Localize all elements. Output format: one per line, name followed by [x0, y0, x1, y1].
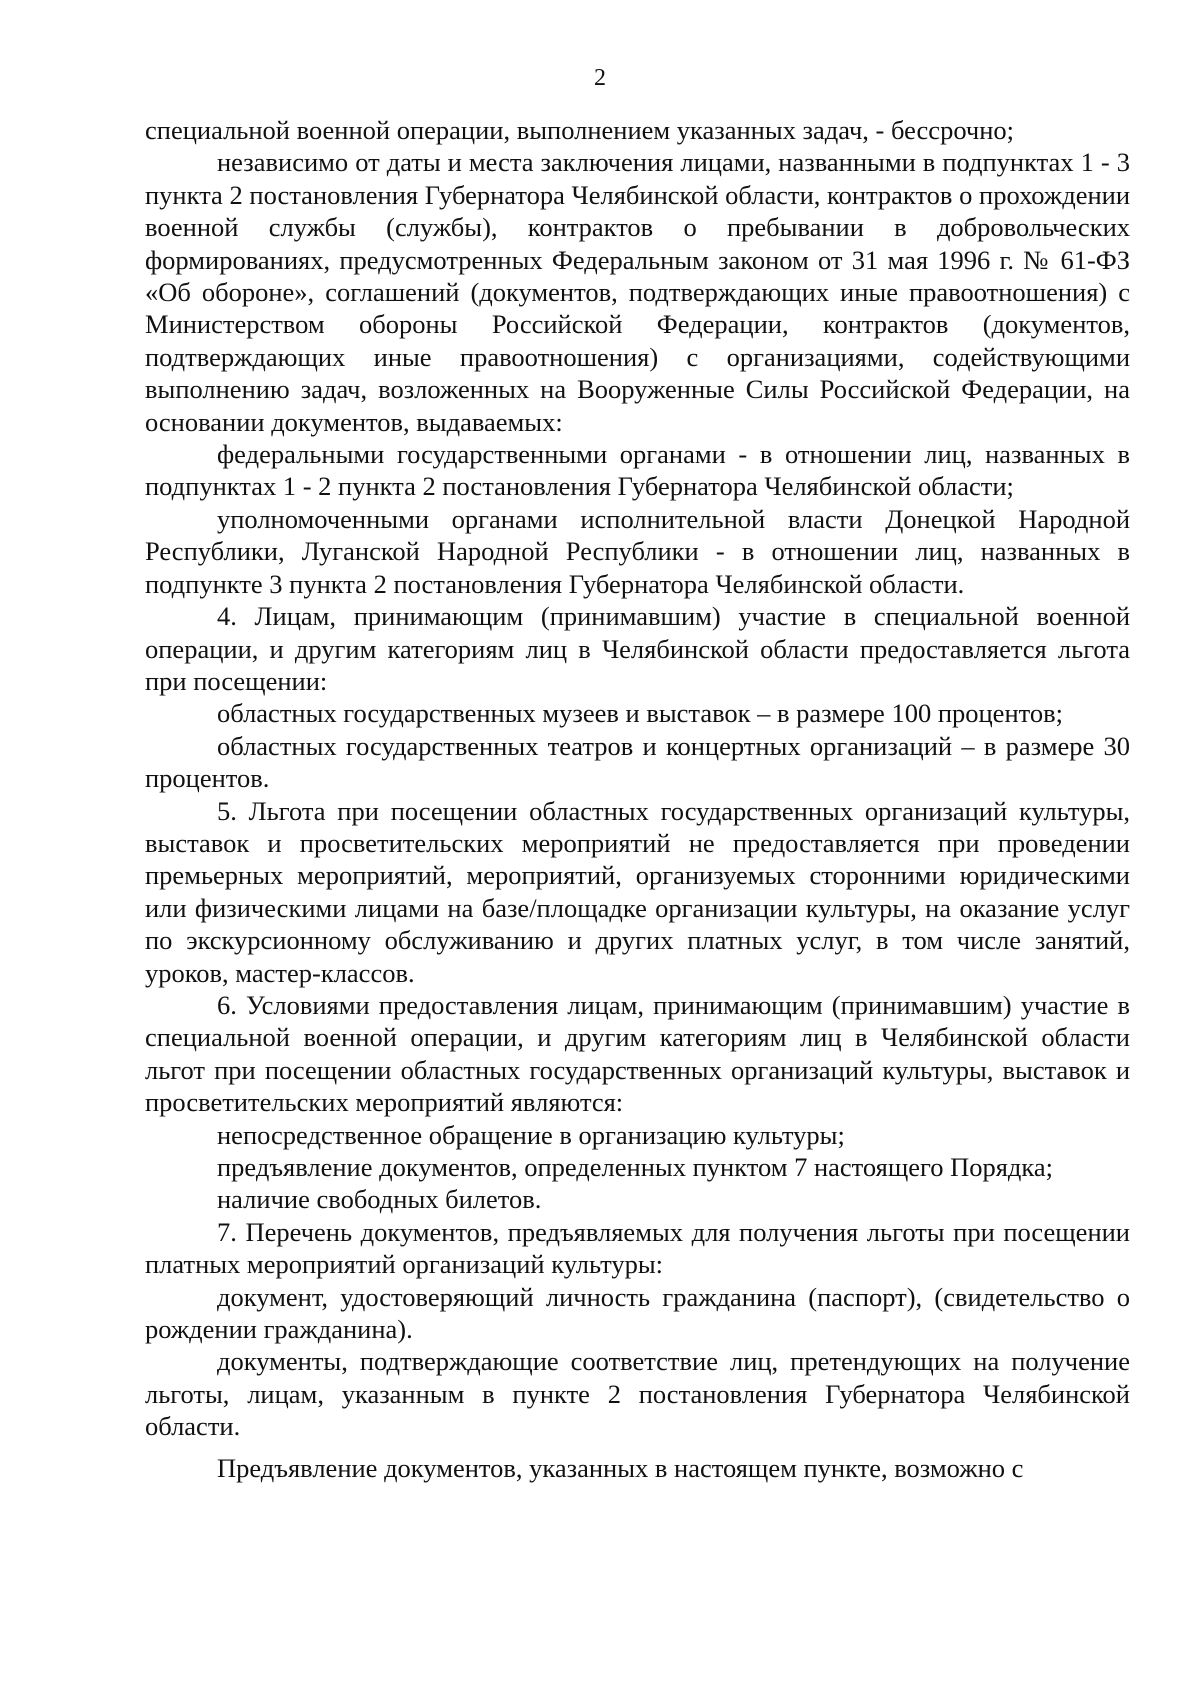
- paragraph-theatres-discount: областных государственных театров и концертных организаций – в размере 30 процентов.: [145, 730, 1130, 794]
- paragraph-federal-bodies: федеральными государственными органами - в отношении лиц, названных в подпунктах 1 - 2 пункта 2 постановления Губернатора Челябинской области;: [145, 439, 1130, 502]
- paragraph-item-4: 4. Лицам, принимающим (принимавшим) участие в специальной военной операции, и другим категориям лиц в Челябинской области предоставляется льгота при посещении:: [145, 601, 1130, 696]
- paragraph-museums-discount: областных государственных музеев и выставок – в размере 100 процентов;: [217, 698, 1063, 729]
- paragraph-condition-tickets: наличие свободных билетов.: [217, 1184, 542, 1215]
- paragraph-eligibility-documents: документы, подтверждающие соответствие лиц, претендующих на получение льготы, лицам, указанным в пункте 2 постановления Губернатора Челябинской области.: [145, 1346, 1130, 1442]
- paragraph-identity-document: документ, удостоверяющий личность гражданина (паспорт), (свидетельство о рождении гражданина).: [145, 1281, 1130, 1345]
- paragraph-presentation-documents: Предъявление документов, указанных в настоящем пункте, возможно с: [217, 1452, 1024, 1483]
- paragraph-contract-dates: независимо от даты и места заключения лицами, названными в подпунктах 1 - 3 пункта 2 постановления Губернатора Челябинской области, контрактов о прохождении военной службы (службы), контрактов о пребывании в добровольческих формированиях, предусмотренных Федеральным законом от 31 мая 1996 г. № 61-ФЗ «Об обороне», соглашений (документов, подтверждающих иные правоотношения) с Министерством обороны Российской Федерации, контрактов (документов, подтверждающих иные правоотношения) с организациями, содействующими выполнению задач, возложенных на Вооруженные Силы Российской Федерации, на основании документов, выдаваемых:: [145, 147, 1130, 437]
- paragraph-item-6: 6. Условиями предоставления лицам, принимающим (принимавшим) участие в специальной военной операции, и другим категориям лиц в Челябинской области льгот при посещении областных государственных организаций культуры, выставок и просветительских мероприятий являются:: [145, 989, 1130, 1118]
- paragraph-continuation: специальной военной операции, выполнением указанных задач, - бессрочно;: [145, 115, 1015, 145]
- page-number: 2: [594, 65, 606, 91]
- paragraph-condition-direct-appeal: непосредственное обращение в организацию культуры;: [217, 1119, 845, 1150]
- paragraph-item-7: 7. Перечень документов, предъявляемых для получения льготы при посещении платных мероприятий организаций культуры:: [145, 1216, 1130, 1280]
- paragraph-condition-documents: предъявление документов, определенных пунктом 7 настоящего Порядка;: [217, 1152, 1053, 1182]
- document-body: [145, 114, 1130, 1484]
- paragraph-authorized-bodies: уполномоченными органами исполнительной власти Донецкой Народной Республики, Луганской Народной Республики - в отношении лиц, названных в подпункте 3 пункта 2 постановления Губернатора Челябинской области.: [145, 503, 1130, 599]
- paragraph-item-5: 5. Льгота при посещении областных государственных организаций культуры, выставок и просветительских мероприятий не предоставляется при проведении премьерных мероприятий, мероприятий, организуемых сторонними юридическими или физическими лицами на базе/площадке организации культуры, на оказание услуг по экскурсионному обслуживанию и других платных услуг, в том числе занятий, уроков, мастер-классов.: [145, 795, 1130, 988]
